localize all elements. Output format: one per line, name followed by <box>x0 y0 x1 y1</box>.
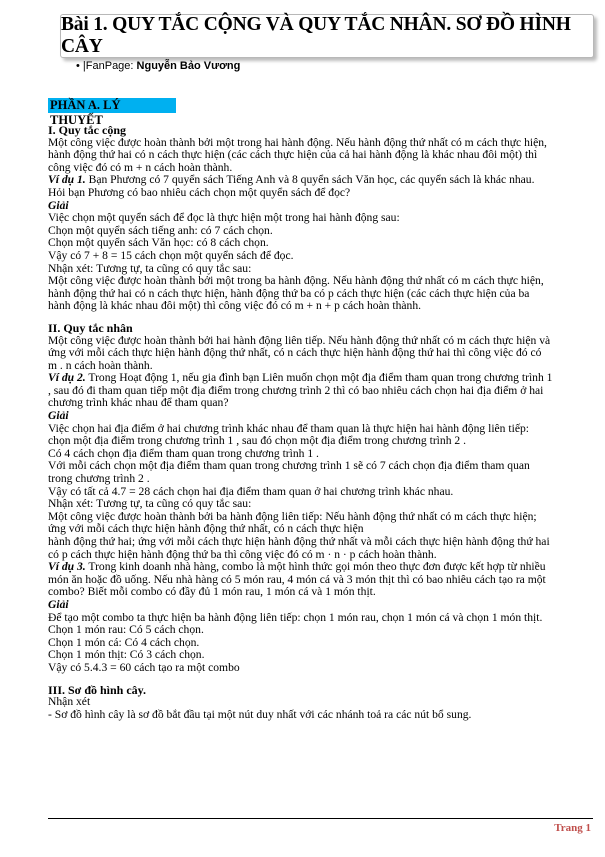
text-line: ứng với mỗi cách thực hiện hành động thứ nhất, có n cách thực hiện hành động thứ hai thì công việc đó có <box>48 346 542 360</box>
text-line: Một công việc được hoàn thành bởi một trong hai hành động. Nếu hành động thứ nhất có m cách thực hiện, <box>48 135 547 149</box>
example-label: Ví dụ 3. <box>48 560 86 574</box>
text-line: Một công việc được hoàn thành bởi một trong ba hành động. Nếu hành động thứ nhất có m cách thực hiện, <box>48 274 544 288</box>
text-line: Vậy có 7 + 8 = 15 cách chọn một quyển sách để đọc. <box>48 248 294 262</box>
text-line: trong chương trình 2 . <box>48 472 150 486</box>
bullet: • <box>76 60 80 72</box>
example-label: Ví dụ 1. <box>48 173 86 187</box>
text-line: hành động thứ hai có n cách thực hiện, hành động thứ ba có p cách thực hiện (các cách thực hiện của ba <box>48 286 530 300</box>
section-title: II. Quy tắc nhân <box>48 320 133 335</box>
section-title: III. Sơ đồ hình cây. <box>48 682 147 697</box>
text-line: m . n cách hoàn thành. <box>48 358 153 372</box>
fanpage-prefix: |FanPage: <box>79 60 137 72</box>
text-line: Một công việc được hoàn thành bởi hai hành động liên tiếp. Nếu hành động thứ nhất có m cách thực hiện và <box>48 333 551 347</box>
text-line: combo? Biết mỗi combo có đầy đủ 1 món rau, 1 món cá và 1 món thịt. <box>48 585 376 599</box>
title-box <box>60 14 594 58</box>
text-line: có p cách thực hiện hành động thứ ba thì công việc đó có m · n · p cách hoàn thành. <box>48 547 437 561</box>
text-line: Để tạo một combo ta thực hiện ba hành động liên tiếp: chọn 1 món rau, chọn 1 món cá và chọn 1 món thịt. <box>48 610 543 624</box>
page-title: Bài 1. QUY TẮC CỘNG VÀ QUY TẮC NHÂN. SƠ ĐỒ HÌNH CÂY <box>61 14 571 57</box>
text-line: chương trình khác nhau để tham quan? <box>48 396 229 410</box>
text-line: Việc chọn hai địa điểm ở hai chương trình khác nhau để tham quan là thực hiện hai hành động liên tiếp: <box>48 421 529 435</box>
text-line: hành động là khác nhau đôi một) thì công việc đó có m + n + p cách hoàn thành. <box>48 299 422 313</box>
example-label: Ví dụ 2. <box>48 371 86 385</box>
section-heading: PHẦN A. LÝ THUYẾT <box>48 98 176 113</box>
text-line: Có 4 cách chọn địa điểm tham quan trong chương trình 1 . <box>48 446 319 460</box>
example-line: Ví dụ 3. Trong kinh doanh nhà hàng, combo là một hình thức gọi món theo thực đơn được kết hợp từ nhiều <box>48 560 546 574</box>
text-line: Chọn một quyển sách tiếng anh: có 7 cách chọn. <box>48 223 273 237</box>
solution-label: Giải <box>48 597 69 611</box>
page-number: Trang 1 <box>554 822 591 834</box>
text-line: Nhận xét <box>48 695 91 709</box>
text-line: Chọn một quyển sách Văn học: có 8 cách chọn. <box>48 236 269 250</box>
text-line: Vậy có 5.4.3 = 60 cách tạo ra một combo <box>48 660 240 674</box>
text-line: Nhận xét: Tương tự, ta cũng có quy tắc sau: <box>48 261 252 275</box>
footer-divider <box>48 818 593 819</box>
example-line: Ví dụ 1. Bạn Phương có 7 quyển sách Tiếng Anh và 8 quyển sách Văn học, các quyển sách là khác nhau. <box>48 173 535 187</box>
example-line: Ví dụ 2. Trong Hoạt động 1, nếu gia đình bạn Liên muốn chọn một địa điểm tham quan trong chương trình 1 <box>48 371 553 385</box>
text-line: hành động thứ hai có n cách thực hiện (các cách thực hiện của cả hai hành động là khác nhau đôi một) thì <box>48 148 538 162</box>
text-line: Chọn 1 món cá: Có 4 cách chọn. <box>48 635 200 649</box>
text-line: Chọn 1 món thịt: Có 3 cách chọn. <box>48 648 205 662</box>
text-line: Việc chọn một quyển sách để đọc là thực hiện một trong hai hành động sau: <box>48 211 400 225</box>
text-line: Một công việc được hoàn thành bởi ba hành động liên tiếp: Nếu hành động thứ nhất có m cách thực hiện; <box>48 509 537 523</box>
text-line: công việc đó có m + n cách hoàn thành. <box>48 160 233 174</box>
text-line: - Sơ đồ hình cây là sơ đồ bắt đầu tại một nút duy nhất với các nhánh toả ra các nút bổ sung. <box>48 707 472 721</box>
document-body <box>48 124 593 721</box>
text-line: Nhận xét: Tương tự, ta cũng có quy tắc sau: <box>48 497 252 511</box>
text-line: Với mỗi cách chọn một địa điểm tham quan trong chương trình 1 sẽ có 7 cách chọn địa điểm tham quan <box>48 459 530 473</box>
fanpage-name: Nguyễn Bảo Vương <box>136 60 241 72</box>
section-title: I. Quy tắc cộng <box>48 123 126 137</box>
text-line: Vậy có tất cả 4.7 = 28 cách chọn hai địa điểm tham quan ở hai chương trình khác nhau. <box>48 484 454 498</box>
text-line: ứng với mỗi cách thực hiện hành động thứ nhất, có n cách thực hiện <box>48 522 364 536</box>
text-line: Hỏi bạn Phương có bao nhiêu cách chọn một quyển sách để đọc? <box>48 185 351 199</box>
text-line: chọn một địa điểm trong chương trình 1 , sau đó chọn một địa điểm trong chương trình 2 . <box>48 434 466 448</box>
text-line: món ăn hoặc đồ uống. Nếu nhà hàng có 5 món rau, 4 món cá và 3 món thịt thì có bao nhiêu cách tạo ra một <box>48 572 546 586</box>
solution-label: Giải <box>48 409 69 423</box>
solution-label: Giải <box>48 198 69 212</box>
text-line: hành động thứ hai; ứng với mỗi cách thực hiện hành động thứ nhất và mỗi cách thực hiện hành động thứ hai <box>48 535 550 548</box>
text-line: Chọn 1 món rau: Có 5 cách chọn. <box>48 623 204 637</box>
fanpage-line <box>76 60 240 72</box>
text-line: , sau đó đi tham quan tiếp một địa điểm trong chương trình 2 thì có bao nhiêu cách chọn hai địa điểm ở hai <box>48 383 544 397</box>
